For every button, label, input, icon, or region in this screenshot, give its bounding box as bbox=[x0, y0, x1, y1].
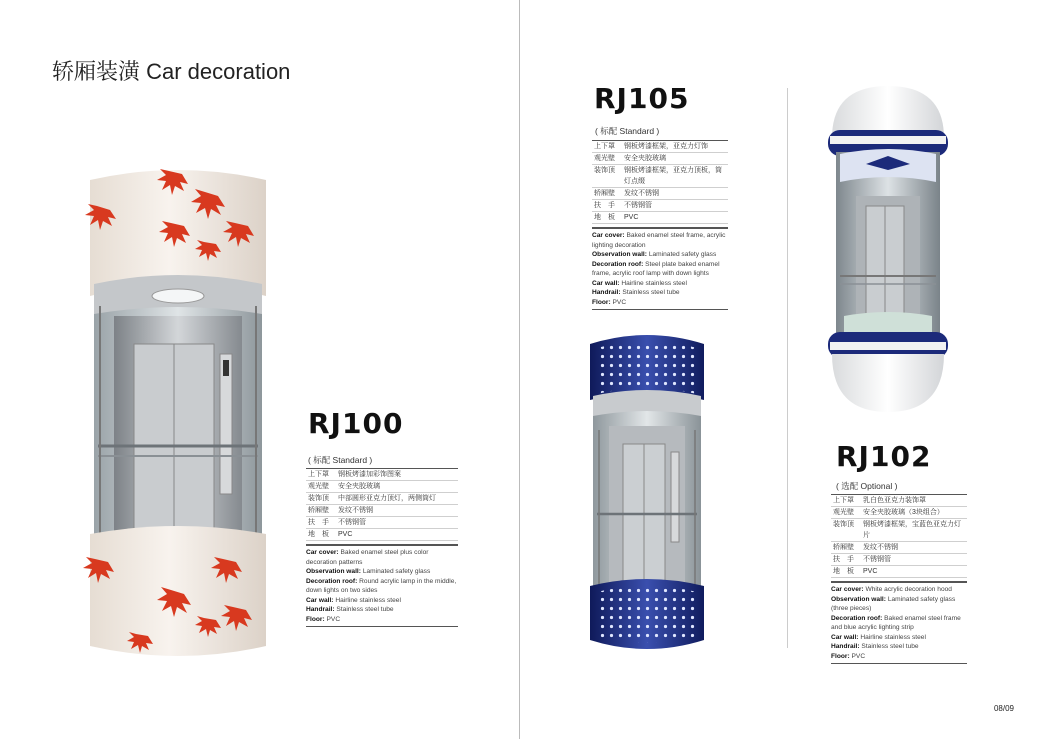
spec-row bbox=[592, 188, 728, 200]
spec-row bbox=[592, 165, 728, 188]
spec-row bbox=[306, 505, 458, 517]
spec-key: 地 板 bbox=[831, 566, 861, 578]
spec-value: 发纹不锈钢 bbox=[622, 188, 728, 200]
spec-key: 地 板 bbox=[306, 529, 336, 541]
spec-value: 发纹不锈钢 bbox=[861, 542, 967, 554]
spec-row bbox=[831, 633, 967, 643]
spec-key: Car cover: bbox=[831, 586, 864, 593]
spec-value: White acrylic decoration hood bbox=[865, 586, 952, 593]
spec-value: Laminated safety glass bbox=[648, 251, 717, 258]
spec-value: 不锈钢管 bbox=[336, 517, 458, 529]
spec-value: 安全夹胶玻璃（3块组合） bbox=[861, 507, 967, 519]
spec-value: Steel plate baked enamel frame, acrylic roof lamp with down lights bbox=[592, 260, 720, 277]
spec-value: Baked enamel steel frame and blue acrylic lighting strip bbox=[831, 614, 961, 631]
rj100-elevator-image bbox=[88, 166, 268, 658]
page-number: 08/09 bbox=[993, 704, 1014, 713]
spec-key: 观光壁 bbox=[592, 153, 622, 165]
spec-row bbox=[306, 605, 458, 615]
spec-value: 不锈钢管 bbox=[861, 554, 967, 566]
spec-key: Handrail: bbox=[306, 606, 335, 613]
spec-value: PVC bbox=[861, 566, 967, 578]
spec-key: Car cover: bbox=[592, 232, 625, 239]
column-divider bbox=[787, 88, 788, 648]
spec-row bbox=[306, 596, 458, 606]
rj105-config-label: ( 标配 Standard ) bbox=[595, 126, 660, 136]
spec-row bbox=[306, 548, 458, 567]
spec-key: 轿厢壁 bbox=[831, 542, 861, 554]
spec-row bbox=[592, 279, 728, 289]
spec-value: PVC bbox=[612, 298, 627, 306]
spec-row bbox=[306, 615, 458, 625]
spec-row bbox=[592, 212, 728, 224]
spec-row bbox=[592, 200, 728, 212]
spec-row bbox=[831, 542, 967, 554]
spec-row bbox=[592, 298, 728, 308]
spec-value: PVC bbox=[622, 212, 728, 224]
spec-key: Car wall: bbox=[831, 633, 859, 641]
spec-value: 安全夹胶玻璃 bbox=[336, 481, 458, 493]
page-divider bbox=[519, 0, 520, 739]
spec-row bbox=[831, 554, 967, 566]
spec-row bbox=[831, 642, 967, 652]
spec-key: Observation wall: bbox=[306, 568, 361, 575]
spec-row bbox=[592, 141, 728, 153]
spec-value: 安全夹胶玻璃 bbox=[622, 153, 728, 165]
spec-value: PVC bbox=[336, 529, 458, 541]
rj100-spec-table bbox=[306, 468, 458, 627]
spec-row bbox=[306, 517, 458, 529]
spec-key: 扶 手 bbox=[831, 554, 861, 566]
spec-value: Hairline stainless steel bbox=[860, 633, 926, 641]
spec-row bbox=[306, 577, 458, 596]
spec-key: Floor: bbox=[306, 615, 325, 623]
spec-key: Observation wall: bbox=[831, 595, 886, 603]
spec-value: Stainless steel tube bbox=[861, 643, 919, 650]
spec-row bbox=[592, 260, 728, 279]
spec-key: Decoration roof: bbox=[306, 577, 358, 585]
spec-key: Decoration roof: bbox=[831, 614, 883, 622]
rj102-elevator-image bbox=[826, 86, 950, 412]
spec-row bbox=[592, 250, 728, 260]
spec-row bbox=[306, 529, 458, 541]
spec-value: 中部圆形亚克力顶灯，两侧筒灯 bbox=[336, 493, 458, 505]
spec-row bbox=[592, 231, 728, 250]
spec-key: Floor: bbox=[831, 652, 850, 660]
spec-key: Handrail: bbox=[592, 289, 621, 296]
spec-row bbox=[831, 585, 967, 595]
spec-row bbox=[831, 614, 967, 633]
spec-row bbox=[831, 495, 967, 507]
spec-key: 扶 手 bbox=[306, 517, 336, 529]
spec-key: 上下罩 bbox=[592, 141, 622, 153]
rj105-english-specs bbox=[592, 227, 728, 310]
spec-value: 不锈钢管 bbox=[622, 200, 728, 212]
spec-key: 轿厢壁 bbox=[306, 505, 336, 517]
page-title: 轿厢装潢 Car decoration bbox=[52, 59, 291, 84]
spec-key: 上下罩 bbox=[831, 495, 861, 507]
spec-key: Handrail: bbox=[831, 643, 860, 650]
spec-key: Car cover: bbox=[306, 549, 339, 556]
rj100-english-specs bbox=[306, 544, 458, 627]
spec-key: Car wall: bbox=[306, 596, 334, 604]
spec-row bbox=[831, 519, 967, 542]
rj105-elevator-image bbox=[589, 334, 705, 652]
spec-value: Laminated safety glass (three pieces) bbox=[831, 595, 956, 612]
spec-key: 装饰顶 bbox=[831, 519, 861, 542]
model-rj102-title: RJ102 bbox=[836, 440, 932, 473]
spec-value: 乳白色亚克力装饰罩 bbox=[861, 495, 967, 507]
spec-value: PVC bbox=[851, 652, 866, 660]
spec-key: 地 板 bbox=[592, 212, 622, 224]
spec-row bbox=[592, 153, 728, 165]
spec-key: 轿厢壁 bbox=[592, 188, 622, 200]
rj102-spec-table bbox=[831, 494, 967, 664]
rj105-spec-table bbox=[592, 140, 728, 310]
spec-key: Decoration roof: bbox=[592, 260, 644, 268]
spec-key: 装饰顶 bbox=[306, 493, 336, 505]
spec-row bbox=[831, 652, 967, 662]
spec-row bbox=[831, 566, 967, 578]
model-rj105-title: RJ105 bbox=[594, 82, 690, 115]
spec-value: Stainless steel tube bbox=[336, 606, 394, 613]
spec-value: Baked enamel steel frame, acrylic lighting decoration bbox=[592, 232, 726, 249]
spec-key: 装饰顶 bbox=[592, 165, 622, 188]
spec-key: 上下罩 bbox=[306, 469, 336, 481]
spec-key: 扶 手 bbox=[592, 200, 622, 212]
spec-key: 观光壁 bbox=[831, 507, 861, 519]
spec-row bbox=[306, 481, 458, 493]
spec-value: 钢板烤漆加彩饰图案 bbox=[336, 469, 458, 481]
spec-row bbox=[306, 567, 458, 577]
spec-row bbox=[306, 469, 458, 481]
rj100-config-label: ( 标配 Standard ) bbox=[308, 455, 373, 465]
spec-value: Laminated safety glass bbox=[362, 568, 431, 575]
spec-key: Car wall: bbox=[592, 279, 620, 287]
spec-row bbox=[306, 493, 458, 505]
rj102-english-specs bbox=[831, 581, 967, 664]
spec-value: 钢板烤漆框架，亚克力顶板，筒灯点缀 bbox=[622, 165, 728, 188]
spec-value: Round acrylic lamp in the middle, down lights on two sides bbox=[306, 577, 457, 594]
spec-value: Hairline stainless steel bbox=[335, 596, 401, 604]
rj102-config-label: ( 选配 Optional ) bbox=[836, 481, 898, 491]
spec-value: Baked enamel steel plus color decoration patterns bbox=[306, 549, 429, 566]
spec-value: Hairline stainless steel bbox=[621, 279, 687, 287]
spec-row bbox=[831, 595, 967, 614]
spec-key: Floor: bbox=[592, 298, 611, 306]
spec-row bbox=[592, 288, 728, 298]
spec-key: 观光壁 bbox=[306, 481, 336, 493]
spec-key: Observation wall: bbox=[592, 251, 647, 258]
model-rj100-title: RJ100 bbox=[308, 407, 404, 440]
spec-value: 钢板烤漆框架，宝蓝色亚克力灯片 bbox=[861, 519, 967, 542]
spec-value: 钢板烤漆框架，亚克力灯饰 bbox=[622, 141, 728, 153]
spec-value: 发纹不锈钢 bbox=[336, 505, 458, 517]
spec-value: PVC bbox=[326, 615, 341, 623]
spec-row bbox=[831, 507, 967, 519]
spec-value: Stainless steel tube bbox=[622, 289, 680, 296]
